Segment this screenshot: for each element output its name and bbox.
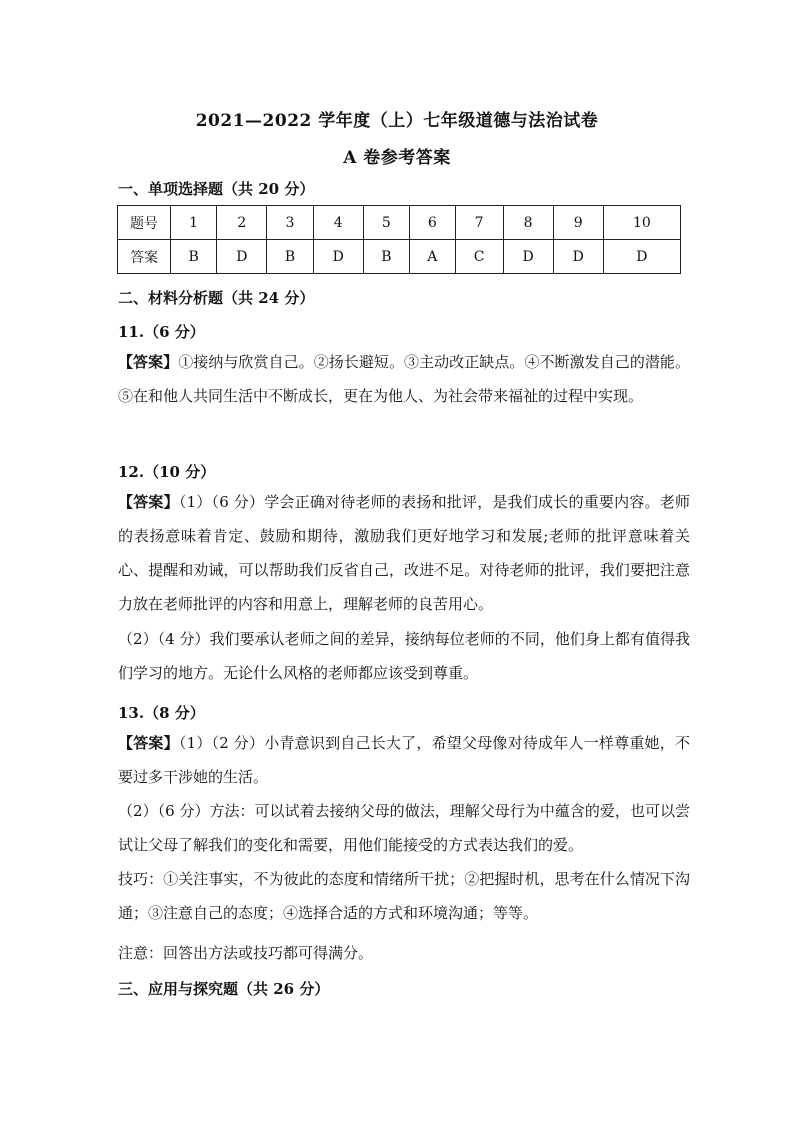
question-13-answer-part2: （2）（6 分）方法：可以试着去接纳父母的做法，理解父母行为中蕴含的爱，也可以尝试让父母了解我们的变化和需要，用他们能接受的方式表达我们的爱。 — [118, 802, 690, 854]
document-title: 2021—2022 学年度（上）七年级道德与法治试卷 — [195, 111, 599, 131]
answer-table — [117, 205, 681, 274]
table-cell: B — [171, 240, 217, 274]
table-cell: D — [553, 240, 603, 274]
answer-label: 【答案】 — [118, 493, 179, 511]
answer-text: （1）（2 分）小青意识到自己长大了，希望父母像对待成年人一样尊重她，不要过多干涉她的生活。 — [118, 734, 690, 786]
table-cell: 9 — [553, 206, 603, 240]
table-row-numbers — [118, 206, 681, 240]
table-cell: 3 — [267, 206, 313, 240]
table-cell: C — [455, 240, 503, 274]
answer-label: 【答案】 — [118, 353, 179, 371]
table-cell: D — [503, 240, 553, 274]
table-cell: B — [363, 240, 409, 274]
table-cell: 10 — [603, 206, 680, 240]
question-12-answer-part1 — [118, 485, 690, 621]
answer-text: （1）（6 分）学会正确对待老师的表扬和批评，是我们成长的重要内容。老师的表扬意味着肯定、鼓励和期待，激励我们更好地学习和发展;老师的批评意味着关心、提醒和劝诫，可以帮助我们反省自己，改进不足。对待老师的批评，我们要把注意力放在老师批评的内容和用意上，理解老师的良苦用心。 — [118, 493, 690, 613]
row-label-answer: 答案 — [118, 240, 171, 274]
question-13-number: 13.（8 分） — [118, 704, 205, 722]
table-cell: 4 — [313, 206, 363, 240]
section-1-heading: 一、单项选择题（共 20 分） — [118, 180, 315, 198]
question-12-answer-part2: （2）（4 分）我们要承认老师之间的差异，接纳每位老师的不同，他们身上都有值得我们学习的地方。无论什么风格的老师都应该受到尊重。 — [118, 630, 690, 682]
question-13-answer-tips: 技巧：①关注事实，不为彼此的态度和情绪所干扰；②把握时机，思考在什么情况下沟通；③注意自己的态度；④选择合适的方式和环境沟通；等等。 — [118, 870, 690, 922]
table-cell: 1 — [171, 206, 217, 240]
row-label-question-number: 题号 — [118, 206, 171, 240]
table-cell: 7 — [455, 206, 503, 240]
table-cell: 5 — [363, 206, 409, 240]
question-12-number: 12.（10 分） — [118, 463, 216, 481]
question-13-note: 注意：回答出方法或技巧都可得满分。 — [118, 944, 374, 962]
table-cell: B — [267, 240, 313, 274]
table-cell: 8 — [503, 206, 553, 240]
table-cell: D — [603, 240, 680, 274]
section-2-heading: 二、材料分析题（共 24 分） — [118, 289, 315, 307]
table-cell: D — [217, 240, 267, 274]
question-13-answer-part1 — [118, 726, 690, 794]
section-3-heading: 三、应用与探究题（共 26 分） — [118, 980, 330, 998]
document-subtitle: A 卷参考答案 — [343, 148, 451, 168]
answer-text: ①接纳与欣赏自己。②扬长避短。③主动改正缺点。④不断激发自己的潜能。⑤在和他人共同生活中不断成长，更在为他人、为社会带来福祉的过程中实现。 — [118, 353, 690, 405]
table-cell: D — [313, 240, 363, 274]
table-cell: A — [410, 240, 456, 274]
table-cell: 2 — [217, 206, 267, 240]
table-cell: 6 — [410, 206, 456, 240]
answer-label: 【答案】 — [118, 734, 179, 752]
question-11-answer — [118, 345, 690, 413]
table-row-answers — [118, 240, 681, 274]
question-11-number: 11.（6 分） — [118, 323, 205, 341]
